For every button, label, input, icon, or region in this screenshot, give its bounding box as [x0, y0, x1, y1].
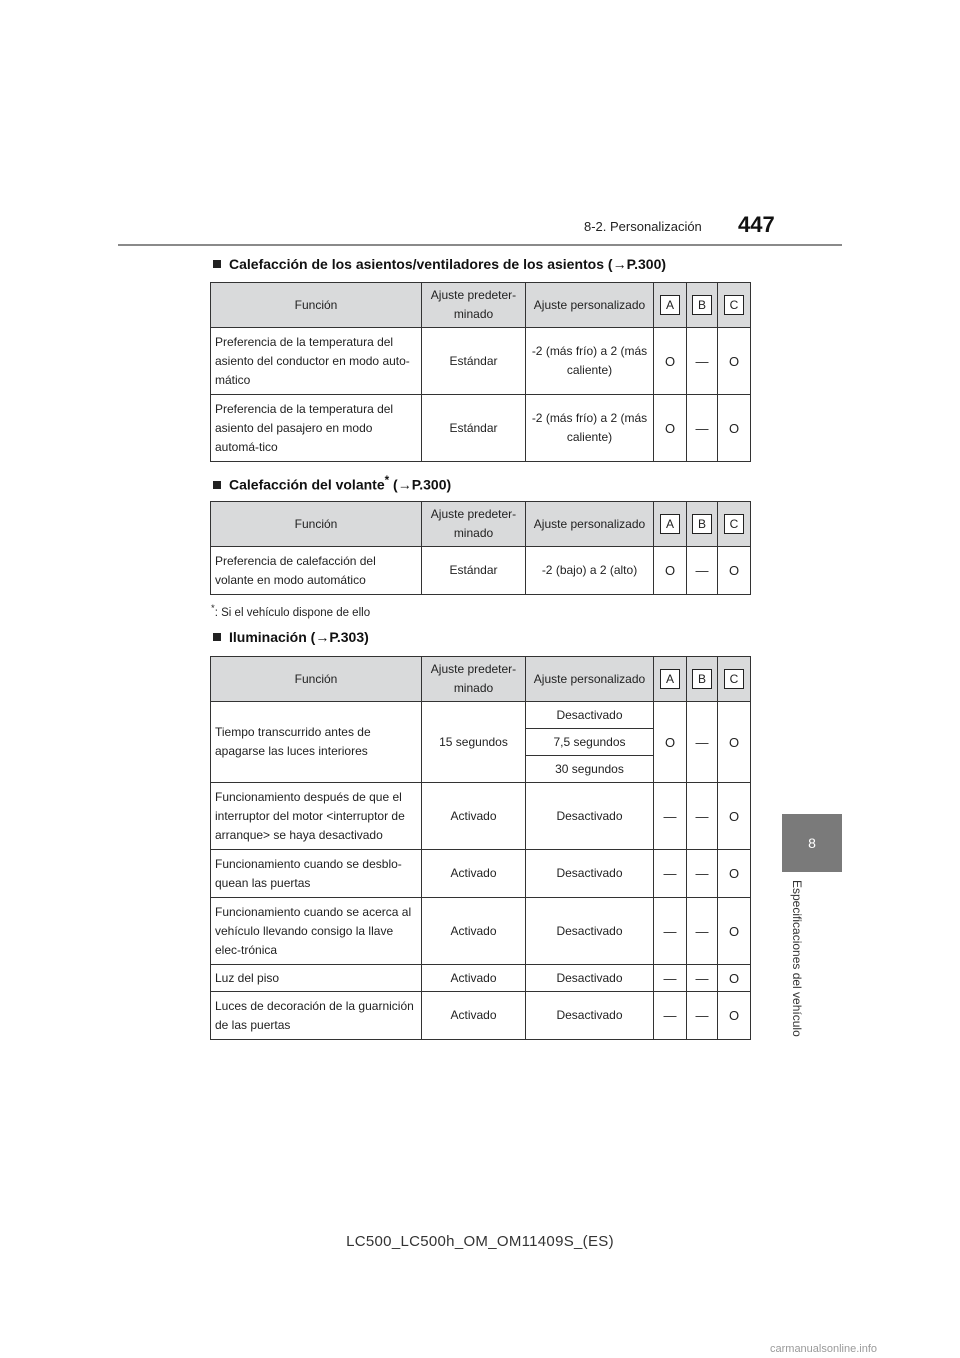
section-heading-steering-heating: [213, 474, 451, 493]
cell-custom: Desactivado: [526, 992, 654, 1040]
footnote-marker: *: [211, 603, 215, 614]
table-row: [211, 395, 751, 462]
box-a: A: [660, 295, 680, 315]
cell-b: —: [687, 965, 718, 992]
cell-a: O: [654, 547, 687, 595]
table-header-row: [211, 657, 751, 702]
cell-b: —: [687, 850, 718, 898]
col-custom: Ajuste personalizado: [526, 283, 654, 328]
box-b: B: [692, 669, 712, 689]
footnote: [211, 603, 370, 619]
cell-custom: -2 (más frío) a 2 (más caliente): [526, 328, 654, 395]
square-bullet-icon: [213, 633, 221, 641]
cell-function: Preferencia de la temperatura del asiento del conductor en modo auto-mático: [211, 328, 422, 395]
cell-c: O: [718, 702, 751, 783]
cell-function: Funcionamiento cuando se desblo-quean las puertas: [211, 850, 422, 898]
col-c: [718, 657, 751, 702]
col-custom: Ajuste personalizado: [526, 502, 654, 547]
cell-function: Luces de decoración de la guarnición de las puertas: [211, 992, 422, 1040]
square-bullet-icon: [213, 481, 221, 489]
cell-b: —: [687, 898, 718, 965]
cell-default: 15 segundos: [422, 702, 526, 783]
cell-a: —: [654, 965, 687, 992]
table-row: [211, 702, 751, 729]
cell-c: O: [718, 547, 751, 595]
cell-a: —: [654, 850, 687, 898]
table-row: [211, 965, 751, 992]
col-b: [687, 657, 718, 702]
cell-custom: Desactivado: [526, 783, 654, 850]
box-c: C: [724, 669, 744, 689]
box-b: B: [692, 514, 712, 534]
cell-c: O: [718, 395, 751, 462]
heading-text: Calefacción del volante: [229, 476, 385, 493]
section-heading-seat-heating: [213, 256, 666, 272]
cell-default: Activado: [422, 965, 526, 992]
cell-function: Funcionamiento cuando se acerca al vehículo llevando consigo la llave elec-trónica: [211, 898, 422, 965]
footnote-marker: *: [384, 474, 390, 487]
box-c: C: [724, 514, 744, 534]
heading-ref: (→P.300): [389, 476, 452, 493]
cell-default: Estándar: [422, 395, 526, 462]
cell-default: Activado: [422, 783, 526, 850]
box-c: C: [724, 295, 744, 315]
cell-custom: Desactivado: [526, 965, 654, 992]
cell-function: Preferencia de la temperatura del asiento del pasajero en modo automá-tico: [211, 395, 422, 462]
cell-default: Activado: [422, 898, 526, 965]
cell-custom: Desactivado: [526, 850, 654, 898]
chapter-label: Especificaciones del vehículo: [790, 880, 804, 1037]
cell-c: O: [718, 850, 751, 898]
cell-default: Estándar: [422, 547, 526, 595]
col-b: [687, 502, 718, 547]
cell-c: O: [718, 783, 751, 850]
col-function: Función: [211, 657, 422, 702]
col-c: [718, 502, 751, 547]
table-row: [211, 547, 751, 595]
cell-a: —: [654, 898, 687, 965]
cell-c: O: [718, 328, 751, 395]
cell-a: O: [654, 328, 687, 395]
cell-custom: -2 (más frío) a 2 (más caliente): [526, 395, 654, 462]
table-row: [211, 783, 751, 850]
cell-custom: -2 (bajo) a 2 (alto): [526, 547, 654, 595]
col-default: Ajuste predeter-minado: [422, 283, 526, 328]
header-divider: [118, 244, 842, 246]
cell-default: Activado: [422, 992, 526, 1040]
cell-function: Tiempo transcurrido antes de apagarse las luces interiores: [211, 702, 422, 783]
box-a: A: [660, 669, 680, 689]
col-a: [654, 502, 687, 547]
cell-b: —: [687, 992, 718, 1040]
table-row: [211, 992, 751, 1040]
table-row: [211, 328, 751, 395]
col-a: [654, 657, 687, 702]
footnote-text: : Si el vehículo dispone de ello: [214, 606, 371, 619]
box-b: B: [692, 295, 712, 315]
col-default: Ajuste predeter-minado: [422, 502, 526, 547]
cell-custom-option: Desactivado: [526, 702, 654, 729]
chapter-number: 8: [808, 835, 816, 851]
section-header: 8-2. Personalización: [584, 219, 702, 234]
square-bullet-icon: [213, 260, 221, 268]
cell-default: Estándar: [422, 328, 526, 395]
cell-c: O: [718, 992, 751, 1040]
cell-function: Funcionamiento después de que el interruptor del motor <interruptor de arranque> se haya desactivado: [211, 783, 422, 850]
cell-b: —: [687, 547, 718, 595]
cell-a: —: [654, 992, 687, 1040]
col-b: [687, 283, 718, 328]
table-seat-heating: [210, 282, 751, 462]
cell-custom-option: 7,5 segundos: [526, 729, 654, 756]
table-row: [211, 850, 751, 898]
col-default: Ajuste predeter-minado: [422, 657, 526, 702]
cell-c: O: [718, 965, 751, 992]
document-code: LC500_LC500h_OM_OM11409S_(ES): [346, 1233, 614, 1250]
heading-text: Iluminación (→P.303): [229, 629, 369, 645]
cell-custom-option: 30 segundos: [526, 756, 654, 783]
heading-text: Calefacción de los asientos/ventiladores de los asientos (→P.300): [229, 256, 667, 272]
cell-a: O: [654, 395, 687, 462]
cell-b: —: [687, 395, 718, 462]
table-steering-heating: [210, 501, 751, 595]
cell-default: Activado: [422, 850, 526, 898]
cell-b: —: [687, 702, 718, 783]
cell-b: —: [687, 328, 718, 395]
table-lighting: [210, 656, 751, 1040]
box-a: A: [660, 514, 680, 534]
table-header-row: [211, 283, 751, 328]
col-c: [718, 283, 751, 328]
cell-function: Preferencia de calefacción del volante en modo automático: [211, 547, 422, 595]
page-number: 447: [738, 212, 775, 237]
chapter-tab: [782, 814, 842, 872]
col-a: [654, 283, 687, 328]
col-custom: Ajuste personalizado: [526, 657, 654, 702]
cell-a: O: [654, 702, 687, 783]
section-heading-lighting: [213, 629, 369, 645]
table-row: [211, 898, 751, 965]
col-function: Función: [211, 502, 422, 547]
table-header-row: [211, 502, 751, 547]
cell-function: Luz del piso: [211, 965, 422, 992]
col-function: Función: [211, 283, 422, 328]
cell-b: —: [687, 783, 718, 850]
watermark: carmanualsonline.info: [770, 1343, 878, 1355]
cell-custom: Desactivado: [526, 898, 654, 965]
cell-a: —: [654, 783, 687, 850]
cell-c: O: [718, 898, 751, 965]
